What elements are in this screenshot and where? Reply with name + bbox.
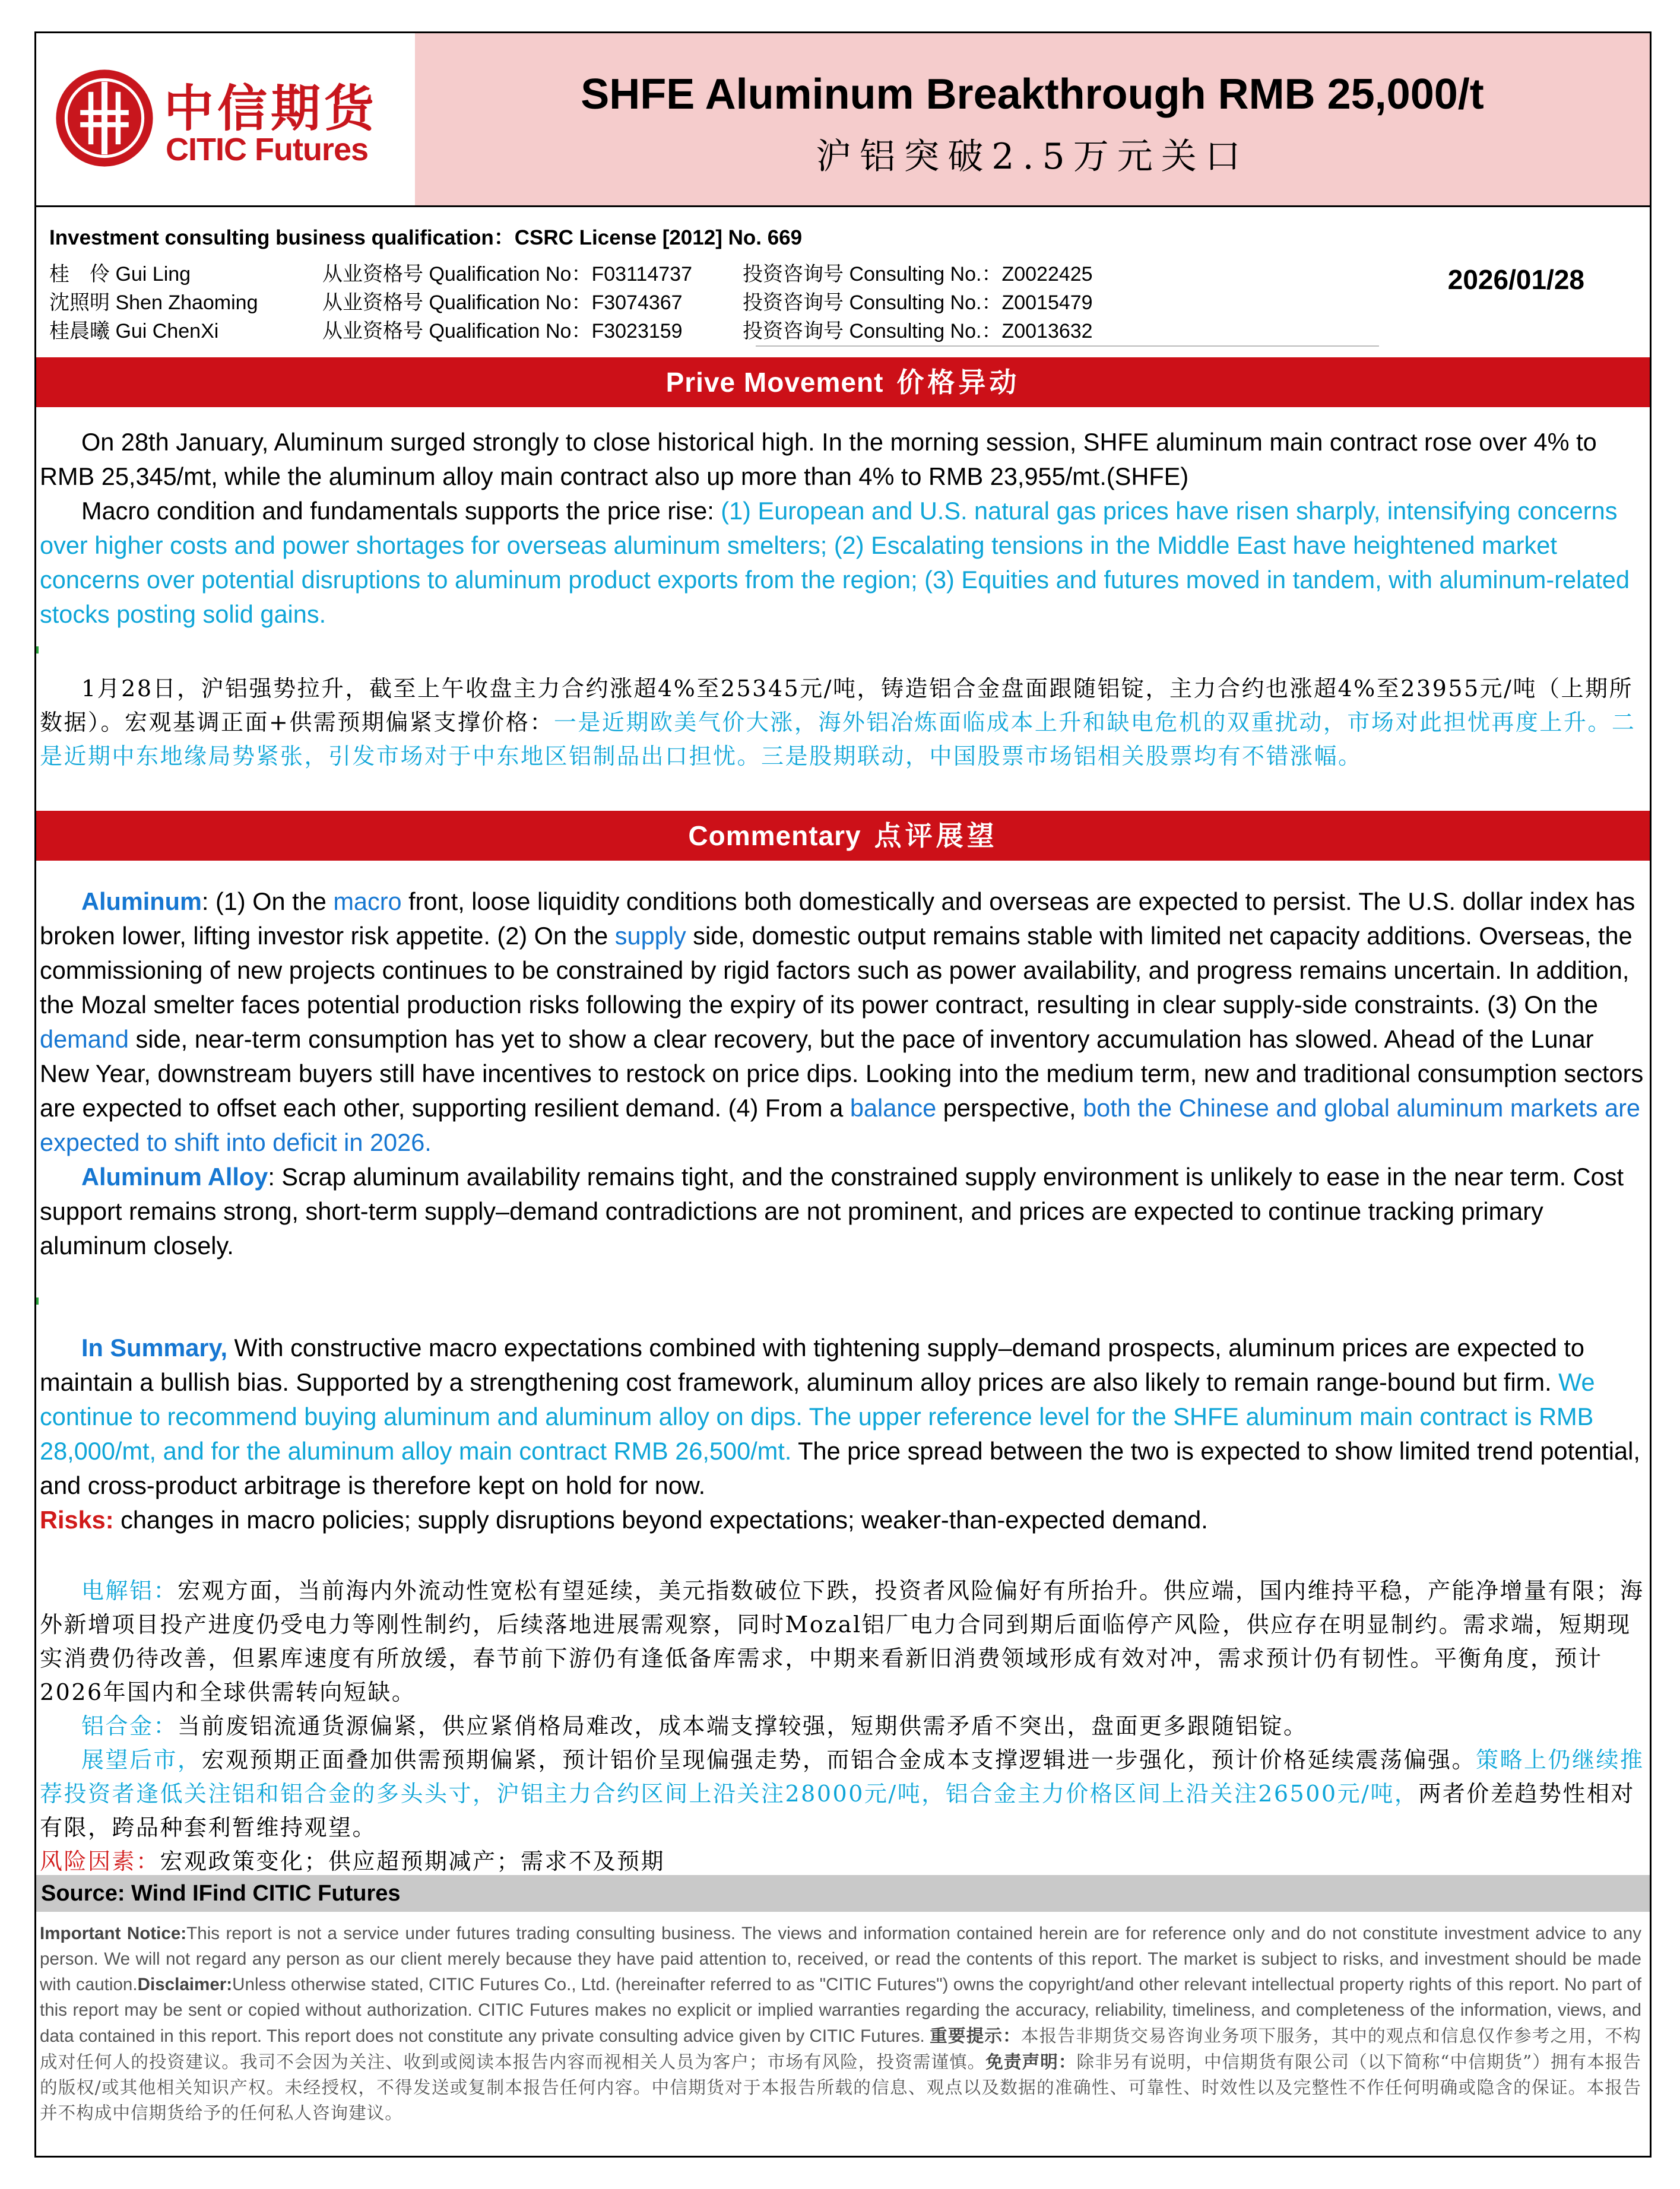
citic-logo-icon <box>54 68 155 169</box>
cn-lead: 1月28日，沪铝强势拉升，截至上午收盘主力合约涨超4%至25345元/吨，铸造铝合金盘面跟随铝锭，主力合约也涨超4%至23955元/吨（上期所数据）。宏观基调正面+供需预期偏紧支撑价格： <box>40 675 1633 735</box>
text-run: With constructive macro expectations combined with tightening supply–demand prospects, aluminum prices are expected to maintain a bullish bias. Supported by a strengthening cost framework, aluminum alloy prices are also likely to remain range-bound but firm. <box>40 1334 1584 1396</box>
price-movement-paragraph-1: On 28th January, Aluminum surged strongly to close historical high. In the morning session, SHFE aluminum main contract rose over 4% to RMB 25,345/mt, while the aluminum alloy main contract also up more than 4% to RMB 23,955/mt.(SHFE) <box>40 428 1597 490</box>
cn-risk-label: 风险因素： <box>40 1848 160 1874</box>
text-run: front, loose liquidity conditions both domestically and overseas are expected to persist. The U.S. dollar index has broken lower, lifting investor risk appetite. (2) On the <box>40 887 1635 950</box>
deficit-highlight: both the Chinese and global aluminum markets are expected to shift into deficit in 2026. <box>40 1094 1640 1156</box>
analyst-name: 桂晨曦 Gui ChenXi <box>49 320 219 342</box>
cn-strategy-highlight: 策略上仍继续推荐投资者逢低关注铝和铝合金的多头头寸，沪铝主力合约区间上沿关注28000元/吨，铝合金主力价格区间上沿关注26500元/吨， <box>40 1747 1644 1807</box>
cn-drivers-highlight: 一是近期欧美气价大涨，海外铝冶炼面临成本上升和缺电危机的双重扰动，市场对此担忧再度上升。二是近期中东地缘局势紧张，引发市场对于中东地区铝制品出口担忧。三是股期联动，中国股票市场铝相关股票均有不错涨幅。 <box>40 709 1636 769</box>
margin-marker <box>36 646 39 653</box>
summary-en <box>40 1331 1645 1537</box>
info-block <box>36 205 1650 353</box>
text-run: side, domestic output remains stable with limited net capacity additions. Overseas, the commissioning of new projects continues to be constrained by rigid factors such as power availability, and progress remains uncertain. In addition, the Mozal smelter faces potential production risks following the expiry of its power contract, resulting in clear supply-side constraints. (3) On the <box>40 922 1633 1019</box>
banner-title-cn: 点评展望 <box>874 820 998 852</box>
cn-alloy-label: 铝合金： <box>81 1713 178 1739</box>
disclaimer-cn-text: 除非另有说明，中信期货有限公司（以下简称“中信期货”）拥有本报告的版权/或其他相关知识产权。未经授权，不得发送或复制本报告任何内容。中信期货对于本报告所载的信息、观点以及数据的准确性、可靠性、时效性以及完整性不作任何明确或隐含的保证。本报告并不构成中信期货给予的任何私人咨询建议。 <box>40 2052 1642 2123</box>
price-movement-cn-paragraph <box>40 672 1645 773</box>
cn-outlook-paragraph <box>40 1743 1645 1845</box>
notice-cn-text: 本报告非期货交易咨询业务项下服务，其中的观点和信息仅作参考之用，不构成对任何人的投资建议。我司不会因为关注、收到或阅读本报告内容而视相关人员为客户；市场有风险，投资需谨慎。 <box>40 2026 1642 2072</box>
drivers-highlight: (1) European and U.S. natural gas prices have risen sharply, intensifying concerns over higher costs and power shortages for overseas aluminum smelters; (2) Escalating tensions in the Middle East have heightened market concerns over potential disruptions to aluminum product exports from the region; (3) Equities and futures moved in tandem, with aluminum-related stocks posting solid gains. <box>40 497 1630 628</box>
commentary-en <box>40 884 1645 1263</box>
aluminum-alloy-paragraph <box>40 1160 1645 1263</box>
cn-outlook-label: 展望后市， <box>81 1747 202 1773</box>
logo-area <box>36 33 415 205</box>
report-page <box>34 31 1652 2158</box>
logo-chinese-name: 中信期货 <box>164 80 378 138</box>
aluminum-paragraph <box>40 884 1645 1160</box>
source-bar: Source: Wind IFind CITIC Futures <box>36 1875 1650 1912</box>
summary-paragraph <box>40 1331 1645 1503</box>
price-movement-cn <box>40 672 1645 773</box>
price-movement-en <box>40 425 1645 632</box>
strategy-highlight: We continue to recommend buying aluminum and aluminum alloy on dips. The upper reference level for the SHFE aluminum main contract is RMB 28,000/mt, and for the aluminum alloy main contract RMB 26,500/mt. <box>40 1368 1595 1465</box>
text-run: changes in macro policies; supply disruptions beyond expectations; weaker-than-expected demand. <box>113 1506 1208 1534</box>
license-line: Investment consulting business qualification：CSRC License [2012] No. 669 <box>49 226 803 249</box>
banner-title-en: Prive Movement <box>665 367 884 398</box>
text-run: 宏观政策变化；供应超预期减产；需求不及预期 <box>160 1848 665 1874</box>
keyword-balance: balance <box>849 1094 937 1122</box>
text-run: 两者价差趋势性相对有限，跨品种套利暂维持观望。 <box>40 1781 1635 1841</box>
notice-text: This report is not a service under futures trading consulting business. The views and information contained herein are for reference only and do not constitute investment advice to any person. We will not regard any person as our client merely because they have paid attention to, received, or read the contents of this report. The market is subject to risks, and investment should be made with caution. <box>40 1924 1641 1994</box>
disclaimer-label: Disclaimer: <box>137 1975 233 1994</box>
commentary-cn <box>40 1574 1645 1879</box>
text-run: 当前废铝流通货源偏紧，供应紧俏格局难改，成本端支撑较强，短期供需矛盾不突出，盘面更多跟随铝锭。 <box>177 1713 1308 1739</box>
legal-notice <box>40 1921 1641 2126</box>
analyst-qualification: 从业资格号 Qualification No：F3023159 <box>322 320 683 342</box>
analyst-name: 沈照明 Shen Zhaoming <box>49 291 258 314</box>
analyst-name: 桂 伶 Gui Ling <box>49 263 191 285</box>
keyword-macro: macro <box>333 887 402 915</box>
aluminum-label: Aluminum <box>81 887 202 915</box>
text-run: perspective, <box>936 1094 1083 1122</box>
cn-risk-paragraph <box>40 1845 1645 1879</box>
disclaimer-cn-label: 免责声明： <box>985 2051 1077 2072</box>
report-title-en: SHFE Aluminum Breakthrough RMB 25,000/t <box>581 71 1484 118</box>
price-movement-banner <box>36 357 1650 407</box>
cn-aluminum-label: 电解铝： <box>81 1578 178 1604</box>
analyst-consulting: 投资咨询号 Consulting No.：Z0022425 <box>743 263 1093 285</box>
keyword-demand: demand <box>40 1025 129 1053</box>
title-area <box>415 33 1650 205</box>
report-header <box>36 33 1650 205</box>
analyst-qualification: 从业资格号 Qualification No：F03114737 <box>322 263 692 285</box>
aluminum-alloy-label: Aluminum Alloy <box>81 1163 268 1191</box>
text-run: : (1) On the <box>201 887 334 915</box>
notice-cn-label: 重要提示： <box>930 2025 1021 2046</box>
logo-english-name: CITIC Futures <box>166 132 369 167</box>
cn-aluminum-paragraph <box>40 1574 1645 1709</box>
price-movement-paragraph-2 <box>40 494 1645 632</box>
report-title-cn: 沪铝突破2.5万元关口 <box>816 136 1249 177</box>
analyst-qualification: 从业资格号 Qualification No：F3074367 <box>322 291 683 314</box>
notice-label: Important Notice: <box>40 1924 187 1943</box>
text-run: 宏观预期正面叠加供需预期偏紧，预计铝价呈现偏强走势，而铝合金成本支撑逻辑进一步强化，预计价格延续震荡偏强。 <box>201 1747 1476 1773</box>
divider <box>756 345 1379 347</box>
analyst-consulting: 投资咨询号 Consulting No.：Z0013632 <box>743 320 1093 342</box>
margin-marker <box>36 1297 39 1305</box>
text-run: side, near-term consumption has yet to show a clear recovery, but the pace of inventory accumulation has slowed. Ahead of the Lunar New Year, downstream buyers still have incentives to restock on price dips. Looking into the medium term, new and traditional consumption sectors are expected to offset each other, supporting resilient demand. (4) From a <box>40 1025 1644 1122</box>
cn-alloy-paragraph <box>40 1709 1645 1743</box>
summary-label: In Summary, <box>81 1334 228 1362</box>
commentary-banner <box>36 811 1650 861</box>
risks-label: Risks: <box>40 1506 114 1534</box>
report-date: 2026/01/28 <box>1447 264 1584 295</box>
analyst-consulting: 投资咨询号 Consulting No.：Z0015479 <box>743 291 1093 314</box>
banner-title-en: Commentary <box>688 820 861 851</box>
text-run: : Scrap aluminum availability remains tight, and the constrained supply environment is unlikely to ease in the near term. Cost support remains strong, short-term supply–demand contradictions are not prominent, and prices are expected to continue tracking primary aluminum closely. <box>40 1163 1624 1260</box>
paragraph-lead: Macro condition and fundamentals supports the price rise: <box>81 497 721 525</box>
text-run: The price spread between the two is expected to show limited trend potential, and cross-product arbitrage is therefore kept on hold for now. <box>40 1437 1640 1499</box>
risks-paragraph <box>40 1503 1645 1537</box>
text-run: 宏观方面，当前海内外流动性宽松有望延续，美元指数破位下跌，投资者风险偏好有所抬升。供应端，国内维持平稳，产能净增量有限；海外新增项目投产进度仍受电力等刚性制约，后续落地进展需观察，同时Mozal铝厂电力合同到期后面临停产风险，供应存在明显制约。需求端，短期现实消费仍待改善，但累库速度有所放缓，春节前下游仍有逢低备库需求，中期来看新旧消费领域形成有效对冲，需求预计仍有韧性。平衡角度，预计2026年国内和全球供需转向短缺。 <box>40 1578 1644 1705</box>
disclaimer-text: Unless otherwise stated, CITIC Futures Co., Ltd. (hereinafter referred to as "CITIC Futures") owns the copyright/and other relevant intellectual property rights of this report. No part of this report may be sent or copied without authorization. CITIC Futures makes no explicit or implied warranties regarding the accuracy, reliability, timeliness, and completeness of the information, views, and data contained in this report. This report does not constitute any private consulting advice given by CITIC Futures. <box>40 1975 1641 2046</box>
banner-title-cn: 价格异动 <box>896 366 1020 398</box>
keyword-supply: supply <box>614 922 686 950</box>
